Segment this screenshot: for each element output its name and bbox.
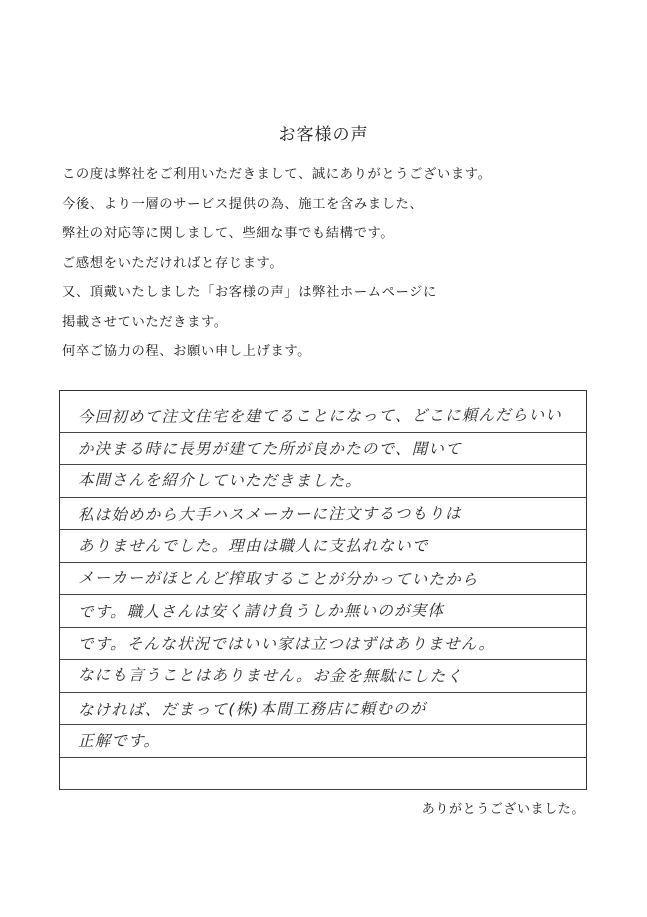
handwritten-line: 私は始めから大手ハスメーカーに注文するつもりは	[77, 503, 462, 524]
closing-text: ありがとうございました。	[421, 802, 585, 817]
handwritten-line: 正解です。	[78, 732, 161, 750]
handwritten-line: です。そんな状況ではいい家は立つはずはありません。	[78, 634, 496, 653]
handwritten-line: か決まる時に長男が建てた所が良かたので、聞いて	[78, 439, 462, 458]
handwritten-line: なければ、だまって(株)本間工務店に頼むのが	[77, 699, 427, 719]
handwritten-line: 今回初めて注文住宅を建てることになって、どこに頼んだらいい	[77, 405, 563, 427]
handwritten-line: ありませんでした。理由は職人に支払れないで	[78, 537, 429, 555]
comment-box	[59, 390, 587, 790]
handwritten-line: 本間さんを紹介していただきました。	[77, 470, 362, 491]
handwritten-line: メーカーがほとんど搾取することが分かっていたから	[77, 568, 479, 589]
intro-line: 何卒ご協力の程、お願い申し上げます。	[62, 344, 312, 359]
handwritten-line: なにも言うことはありません。お金を無駄にしたく	[77, 665, 464, 686]
page-title: お客様の声	[278, 125, 369, 145]
intro-line: 今後、より一層のサービス提供の為、施工を含みました、	[62, 196, 424, 212]
handwritten-line: です。職人さんは安く請け負うしか無いのが実体	[77, 601, 445, 622]
intro-line: 掲載させていただきます。	[62, 314, 228, 330]
intro-line: この度は弊社をご利用いただきまして、誠にありがとうございます。	[62, 167, 492, 182]
intro-line: ご感想をいただければと存じます。	[62, 255, 284, 271]
intro-line: 又、頂戴いたしました「お客様の声」は弊社ホームページに	[62, 285, 437, 300]
ruled-line	[60, 789, 586, 790]
handwritten-comment	[60, 391, 586, 789]
intro-line: 弊社の対応等に関しまして、些細な事でも結構です。	[62, 226, 395, 241]
intro-text	[62, 164, 602, 371]
